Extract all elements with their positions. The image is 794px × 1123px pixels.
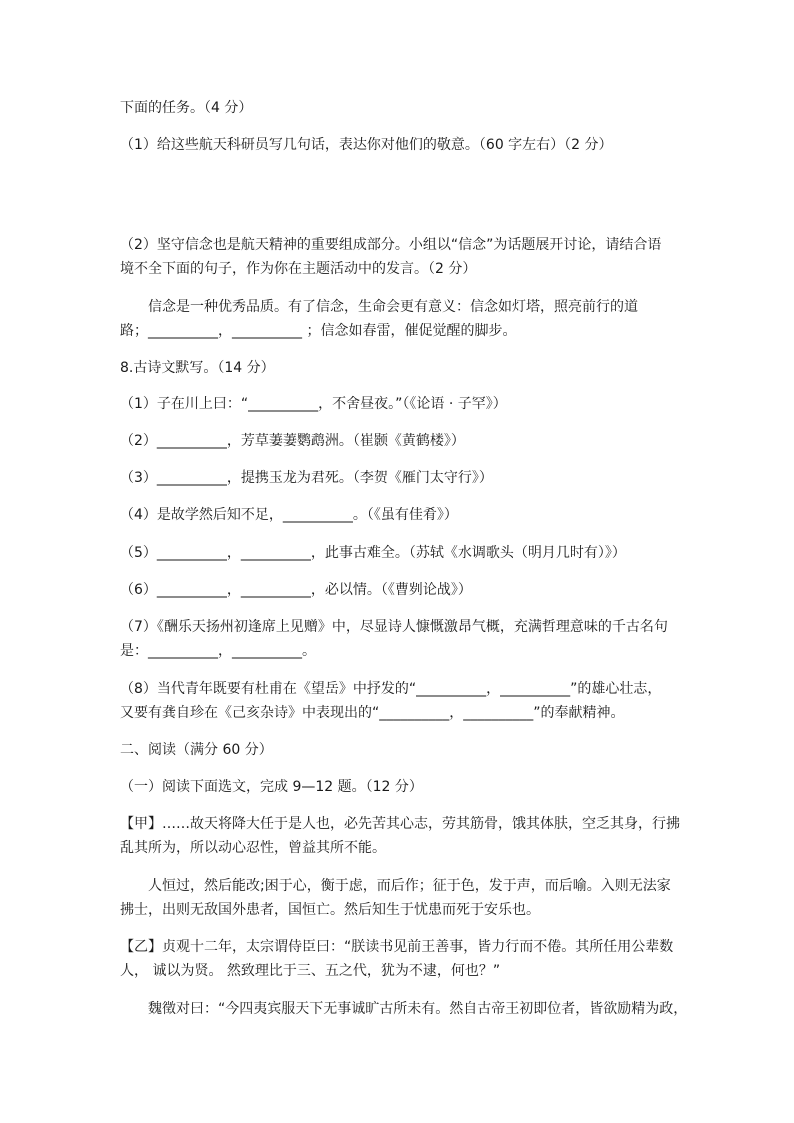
recitation-item: （8）当代青年既要有杜甫在《望岳》中抒发的“__________，__________”的雄心壮志， — [120, 681, 662, 697]
recitation-item: （7）《酬乐天扬州初逢席上见赠》中，尽显诗人慷慨激昂气概，充满哲理意味的千古名句 — [120, 619, 668, 635]
recitation-item: （3）__________，提携玉龙为君死。（李贺《雁门太守行》） — [120, 470, 493, 486]
subsection-heading: （一）阅读下面选文，完成 9—12 题。（12 分） — [120, 779, 423, 795]
text-line: 路；__________，__________ ；信念如春雷，催促觉醒的脚步。 — [120, 323, 517, 339]
text-line: 乱其所为，所以动心忍性，曾益其所不能。 — [120, 840, 386, 856]
recitation-item: （2）__________，芳草萋萋鹦鹉洲。（崔颢《黄鹤楼》） — [120, 433, 465, 449]
text-line: 境不全下面的句子，作为你在主题活动中的发言。（2 分） — [120, 261, 477, 277]
section-heading: 二、阅读（满分 60 分） — [120, 742, 273, 758]
text-line: 人恒过，然后能改;困于心，衡于虑，而后作；征于色，发于声，而后喻。入则无法家 — [148, 878, 671, 894]
text-line: 又要有龚自珍在《己亥杂诗》中表现出的“__________，__________”的奉献精神。 — [120, 705, 625, 721]
text-line: 下面的任务。（4 分） — [120, 100, 253, 116]
recitation-item: （5）__________，__________，此事古难全。（苏轼《水调歌头（明月几时有）》） — [120, 545, 626, 561]
text-line: 是：__________，__________。 — [120, 643, 316, 659]
recitation-item: （6）__________，__________，必以情。（《曹刿论战》） — [120, 582, 472, 598]
text-line: 人， 诚以为贤。 然致理比于三、五之代，犹为不逮，何也？” — [120, 963, 501, 979]
passage-jia: 【甲】……故天将降大任于是人也，必先苦其心志，劳其筋骨，饿其体肤，空乏其身，行拂 — [120, 816, 680, 832]
text-line: 信念是一种优秀品质。有了信念，生命会更有意义：信念如灯塔，照亮前行的道 — [148, 299, 638, 315]
text-line: 魏徵对曰：“今四夷宾服天下无事诚旷古所未有。然自古帝王初即位者，皆欲励精为政， — [148, 1001, 688, 1017]
question-2: （2）坚守信念也是航天精神的重要组成部分。小组以“信念”为话题展开讨论，请结合语 — [120, 237, 662, 253]
question-1: （1）给这些航天科研员写几句话，表达你对他们的敬意。（60 字左右）（2 分） — [120, 137, 613, 153]
passage-yi: 【乙】贞观十二年，太宗谓侍臣曰：“朕读书见前王善事，皆力行而不倦。其所任用公辈数 — [120, 939, 674, 955]
section-heading: 8.古诗文默写。（14 分） — [120, 360, 275, 376]
recitation-item: （1）子在川上曰：“__________，不舍昼夜。”（《论语 · 子罕》） — [120, 396, 507, 412]
text-line: 拂士，出则无敌国外患者，国恒亡。然后知生于忧患而死于安乐也。 — [120, 902, 540, 918]
recitation-item: （4）是故学然后知不足，__________。（《虽有佳肴》） — [120, 507, 458, 523]
